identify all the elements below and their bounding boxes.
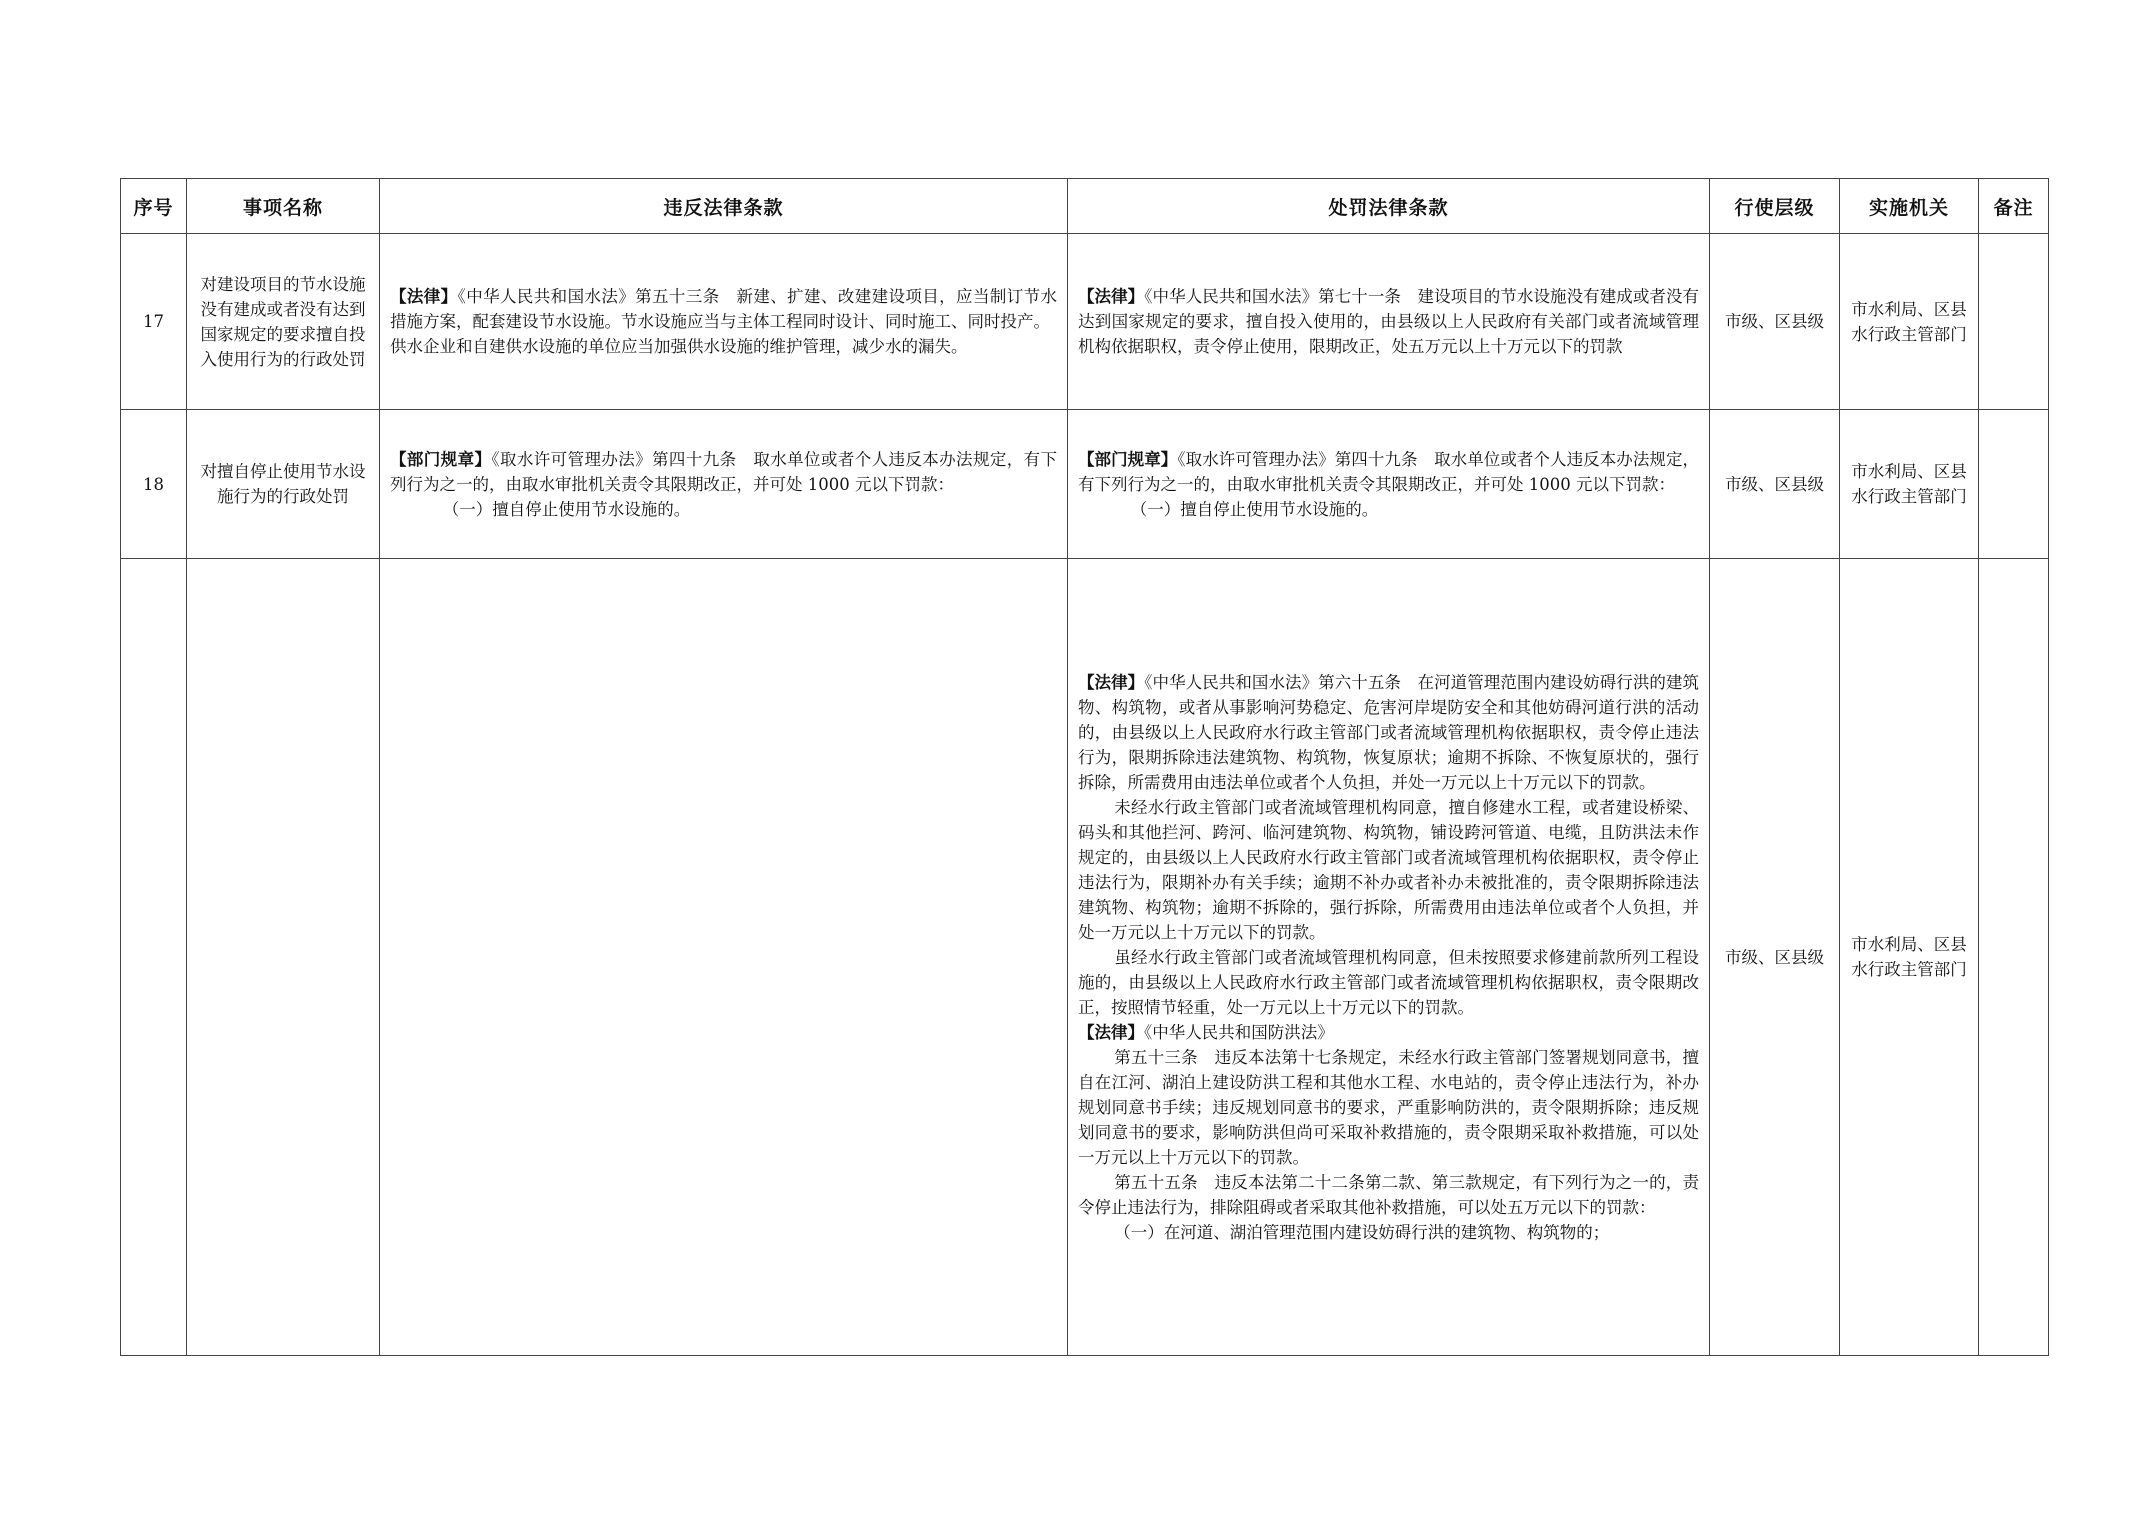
- row-seq: [121, 559, 187, 1356]
- law-type-tag: 【部门规章】: [390, 449, 492, 469]
- row-note: [1979, 234, 2049, 410]
- row-seq: 18: [121, 410, 187, 559]
- law-type-tag: 【法律】: [1078, 1022, 1144, 1042]
- header-penalty: 处罚法律条款: [1068, 179, 1710, 234]
- header-violation: 违反法律条款: [380, 179, 1068, 234]
- header-org: 实施机关: [1840, 179, 1979, 234]
- row-level: 市级、区县级: [1710, 234, 1840, 410]
- row-level: 市级、区县级: [1710, 559, 1840, 1356]
- row-violation-clause: [380, 559, 1068, 1356]
- clause-text: 《取水许可管理办法》第四十九条 取水单位或者个人违反本办法规定，有下列行为之一的，由取水审批机关责令其限期改正，并可处 1000 元以下罚款：: [1078, 449, 1700, 494]
- row-item-name: 对擅自停止使用节水设施行为的行政处罚: [187, 410, 380, 559]
- clause-text: 未经水行政主管部门或者流域管理机构同意，擅自修建水工程，或者建设桥梁、码头和其他拦河、跨河、临河建筑物、构筑物，铺设跨河管道、电缆，且防洪法未作规定的，由县级以上人民政府水行政主管部门或者流域管理机构依据职权，责令停止违法行为，限期补办有关手续；逾期不补办或者补办未被批准的，责令限期拆除违法建筑物、构筑物；逾期不拆除的，强行拆除，所需费用由违法单位或者个人负担，并处一万元以上十万元以下的罚款。: [1078, 797, 1699, 942]
- penalty-paragraph: [1078, 1020, 1699, 1045]
- header-seq: 序号: [121, 179, 187, 234]
- row-penalty-clause: [1068, 410, 1710, 559]
- row-note: [1979, 410, 2049, 559]
- row-org: 市水利局、区县水行政主管部门: [1840, 410, 1979, 559]
- penalty-items-table: [120, 178, 2049, 1356]
- row-seq: 17: [121, 234, 187, 410]
- table-row: [121, 234, 2049, 410]
- violation-paragraph: [390, 447, 1057, 497]
- header-name: 事项名称: [187, 179, 380, 234]
- law-type-tag: 【法律】: [1078, 672, 1145, 692]
- clause-text: 供水企业和自建供水设施的单位应当加强供水设施的维护管理，减少水的漏失。: [390, 337, 968, 356]
- clause-text: 《中华人民共和国水法》第七十一条 建设项目的节水设施没有建成或者没有达到国家规定的要求，擅自投入使用的，由县级以上人民政府有关部门或者流域管理机构依据职权，责令停止使用，限期改正，处五万元以上十万元以下的罚款: [1078, 287, 1700, 356]
- clause-text: 虽经水行政主管部门或者流域管理机构同意，但未按照要求修建前款所列工程设施的，由县级以上人民政府水行政主管部门或者流域管理机构依据职权，责令限期改正，按照情节轻重，处一万元以上十万元以下的罚款。: [1078, 947, 1699, 1017]
- penalty-paragraph: [1078, 284, 1699, 359]
- clause-item: （一）在河道、湖泊管理范围内建设妨碍行洪的建筑物、构筑物的；: [1114, 1222, 1610, 1242]
- row-violation-clause: [380, 234, 1068, 410]
- penalty-paragraph: [1078, 670, 1699, 795]
- clause-text: 《中华人民共和国水法》第六十五条 在河道管理范围内建设妨碍行洪的建筑物、构筑物，或者从事影响河势稳定、危害河岸堤防安全和其他妨碍河道行洪的活动的，由县级以上人民政府水行政主管部门或者流域管理机构依据职权，责令停止违法行为，限期拆除违法建筑物、构筑物，恢复原状；逾期不拆除、不恢复原状的，强行拆除，所需费用由违法单位或者个人负担，并处一万元以上十万元以下的罚款。: [1078, 672, 1700, 792]
- violation-paragraph: [390, 284, 1057, 334]
- law-type-tag: 【法律】: [390, 287, 458, 306]
- clause-text: 《中华人民共和国水法》第五十三条 新建、扩建、改建建设项目，应当制订节水措施方案，配套建设节水设施。节水设施应当与主体工程同时设计、同时施工、同时投产。: [390, 287, 1058, 331]
- clause-item: （一）擅自停止使用节水设施的。: [442, 499, 691, 519]
- row-violation-clause: [380, 410, 1068, 559]
- row-penalty-clause: [1068, 559, 1710, 1356]
- law-type-tag: 【部门规章】: [1078, 449, 1178, 469]
- row-penalty-clause: [1068, 234, 1710, 410]
- table-row: [121, 410, 2049, 559]
- table-header-row: [121, 179, 2049, 234]
- row-item-name: 对建设项目的节水设施没有建成或者没有达到国家规定的要求擅自投入使用行为的行政处罚: [187, 234, 380, 410]
- clause-text: 第五十五条 违反本法第二十二条第二款、第三款规定，有下列行为之一的，责令停止违法行为，排除阻碍或者采取其他补救措施，可以处五万元以下的罚款：: [1078, 1172, 1699, 1217]
- penalty-paragraph: [1078, 447, 1699, 497]
- table-row: [121, 559, 2049, 1356]
- row-org: 市水利局、区县水行政主管部门: [1840, 559, 1979, 1356]
- row-item-name: [187, 559, 380, 1356]
- law-type-tag: 【法律】: [1078, 287, 1145, 306]
- header-level: 行使层级: [1710, 179, 1840, 234]
- clause-text: 第五十三条 违反本法第十七条规定，未经水行政主管部门签署规划同意书，擅自在江河、湖泊上建设防洪工程和其他水工程、水电站的，责令停止违法行为，补办规划同意书手续；违反规划同意书的要求，严重影响防洪的，责令限期拆除；违反规划同意书的要求，影响防洪但尚可采取补救措施的，责令限期采取补救措施，可以处一万元以上十万元以下的罚款。: [1078, 1047, 1699, 1167]
- clause-text: 《取水许可管理办法》第四十九条 取水单位或者个人违反本办法规定，有下列行为之一的，由取水审批机关责令其限期改正，并可处 1000 元以下罚款：: [390, 449, 1058, 494]
- clause-item: （一）擅自停止使用节水设施的。: [1130, 499, 1379, 519]
- row-org: 市水利局、区县水行政主管部门: [1840, 234, 1979, 410]
- clause-text: 《中华人民共和国防洪法》: [1144, 1022, 1334, 1042]
- header-note: 备注: [1979, 179, 2049, 234]
- row-level: 市级、区县级: [1710, 410, 1840, 559]
- row-note: [1979, 559, 2049, 1356]
